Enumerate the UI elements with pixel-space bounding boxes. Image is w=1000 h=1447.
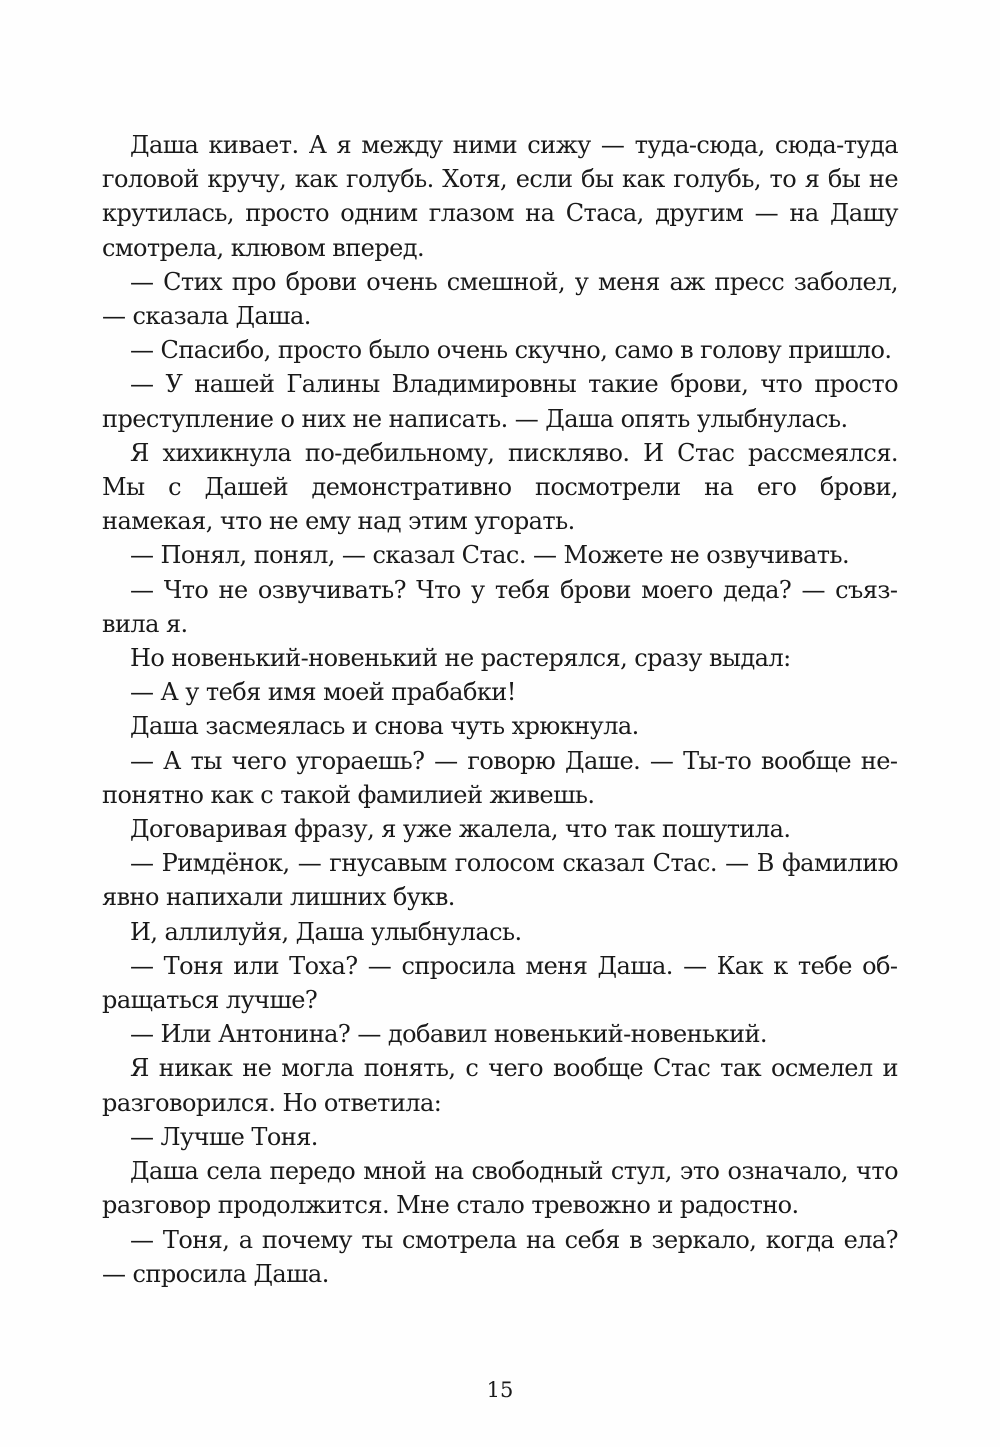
paragraph: Даша села передо мной на свободный стул, это означало, что разговор продолжится. Мне стало тревожно и радостно. bbox=[102, 1157, 898, 1220]
paragraph: Я никак не могла понять, с чего вообще Стас так осмелел и разговорился. Но ответила: bbox=[102, 1054, 898, 1117]
paragraph: Даша засмеялась и снова чуть хрюкнула. bbox=[130, 712, 639, 741]
page-number: 15 bbox=[486, 1378, 514, 1402]
paragraph: — Тоня, а почему ты смотрела на себя в зеркало, когда ела? — спросила Даша. bbox=[102, 1225, 898, 1288]
paragraph: — А ты чего угораешь? — говорю Даше. — Ты-то вообще непонятно как с такой фамилией живешь. bbox=[102, 746, 898, 809]
paragraph: — Или Антонина? — добавил новенький-новенький. bbox=[130, 1020, 767, 1049]
paragraph: — Спасибо, просто было очень скучно, само в голову пришло. bbox=[130, 336, 892, 365]
paragraph: — Понял, понял, — сказал Стас. — Можете не озвучивать. bbox=[130, 541, 850, 570]
paragraph: Но новенький-новенький не растерялся, сразу выдал: bbox=[130, 644, 791, 673]
paragraph: — Римдёнок, — гнусавым голосом сказал Стас. — В фамилию явно напихали лишних букв. bbox=[102, 849, 898, 912]
paragraph: — У нашей Галины Владимировны такие брови, что просто преступление о них не написать. — Даша опять улыбнулась. bbox=[102, 370, 898, 433]
paragraph: И, аллилуйя, Даша улыбнулась. bbox=[130, 917, 522, 946]
paragraph: Договаривая фразу, я уже жалела, что так пошутила. bbox=[130, 815, 791, 844]
paragraph: — Стих про брови очень смешной, у меня аж пресс заболел, — сказала Даша. bbox=[102, 267, 898, 331]
paragraph: — Лучше Тоня. bbox=[130, 1122, 318, 1151]
paragraph: Даша кивает. А я между ними сижу — туда-сюда, сюда-туда головой кручу, как голубь. Хотя, если бы как голубь, то я бы не крутилась, просто одним глазом на Стаса, другим — на Дашу смотрела, клювом вперед. bbox=[102, 131, 898, 262]
paragraph: — А у тебя имя моей прабабки! bbox=[130, 678, 516, 707]
paragraph: Я хихикнула по-дебильному, пискляво. И Стас рассмеялся. Мы с Дашей демонстративно посмотрели на его брови, намекая, что не ему над этим угорать. bbox=[102, 438, 898, 536]
paragraph: — Что не озвучивать? Что у тебя брови моего деда? — съязвила я. bbox=[102, 575, 898, 638]
paragraph: — Тоня или Тоха? — спросила меня Даша. — Как к тебе обращаться лучше? bbox=[102, 951, 898, 1015]
body-text bbox=[102, 128, 898, 1291]
